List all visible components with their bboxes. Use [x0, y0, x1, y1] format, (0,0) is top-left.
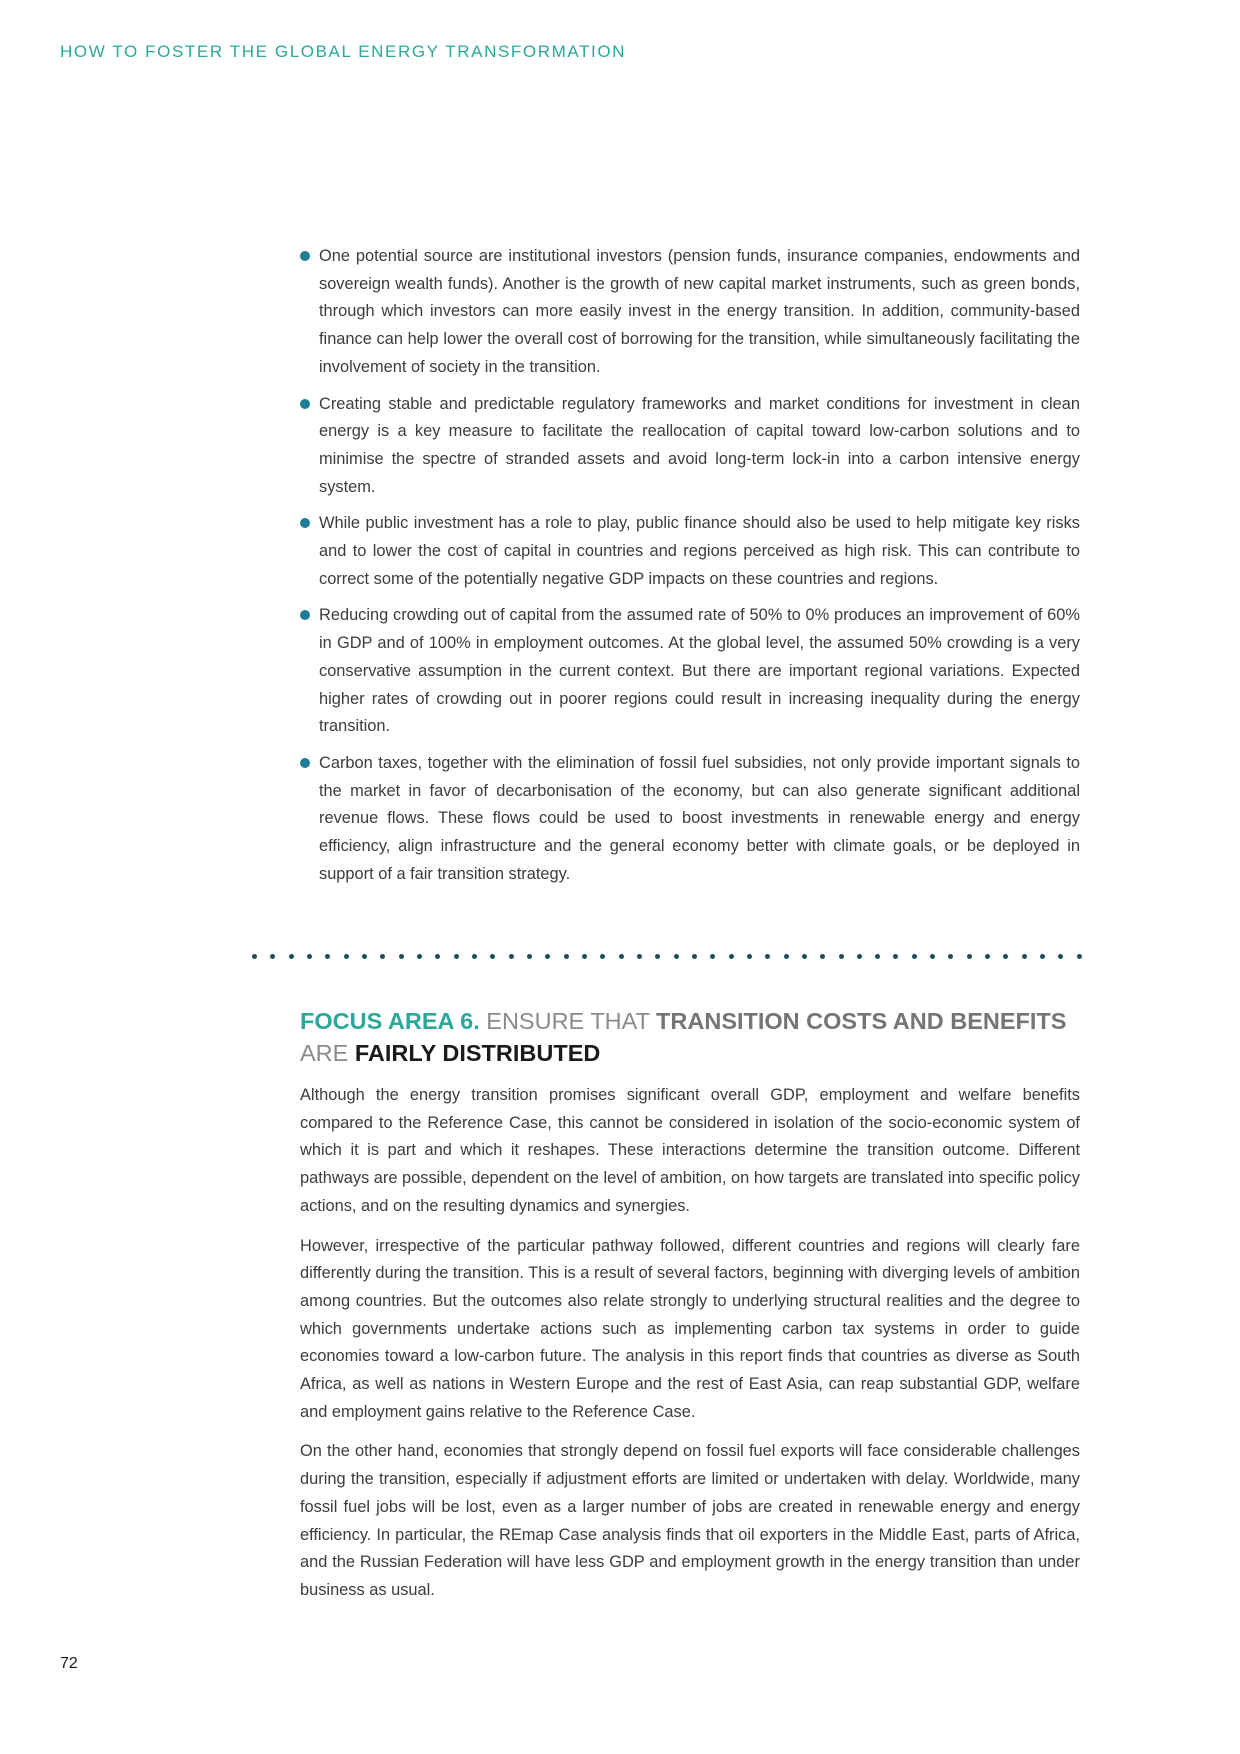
bullet-dot-icon: [300, 399, 310, 409]
focus-area-heading-emphasis: TRANSITION COSTS AND BENEFITS: [656, 1008, 1067, 1034]
focus-area-heading-part: ARE: [300, 1040, 349, 1066]
bullet-text: One potential source are institutional investors (pension funds, insurance companies, endowments and sovereign wealth funds). Another is the growth of new capital market instruments, such as green bonds, through which investors can more easily invest in the energy transition. In addition, community-based finance can help lower the overall cost of borrowing for the transition, while simultaneously facilitating the involvement of society in the transition.: [319, 247, 1080, 376]
bullet-text: Creating stable and predictable regulatory frameworks and market conditions for investment in clean energy is a key measure to facilitate the reallocation of capital toward low-carbon solutions and to minimise the spectre of stranded assets and avoid long-term lock-in into a carbon intensive energy system.: [319, 394, 1080, 496]
bullet-text: Carbon taxes, together with the elimination of fossil fuel subsidies, not only provide important signals to the market in favor of decarbonisation of the economy, but can also generate significant additional revenue flows. These flows could be used to boost investments in renewable energy and energy efficiency, align infrastructure and the general economy better with climate goals, or be deployed in support of a fair transition strategy.: [319, 753, 1080, 883]
bullet-text: While public investment has a role to play, public finance should also be used to help mitigate key risks and to lower the cost of capital in countries and regions perceived as high risk. This can contribute to correct some of the potentially negative GDP impacts on these countries and regions.: [319, 514, 1080, 588]
bullet-item: [300, 750, 1080, 889]
dotted-separator: [252, 954, 1082, 959]
bullet-item: [300, 510, 1080, 593]
bullet-item: [300, 391, 1080, 502]
focus-area-body: [300, 1082, 1080, 1617]
bullet-list: [300, 243, 1080, 897]
running-header: HOW TO FOSTER THE GLOBAL ENERGY TRANSFORMATION: [60, 42, 627, 61]
bullet-dot-icon: [300, 758, 310, 768]
bullet-dot-icon: [300, 251, 310, 261]
body-paragraph: On the other hand, economies that strongly depend on fossil fuel exports will face considerable challenges during the transition, especially if adjustment efforts are limited or undertaken with delay. Worldwide, many fossil fuel jobs will be lost, even as a larger number of jobs are created in renewable energy and energy efficiency. In particular, the REmap Case analysis finds that oil exporters in the Middle East, parts of Africa, and the Russian Federation will have less GDP and employment growth in the energy transition than under business as usual.: [300, 1442, 1080, 1599]
focus-area-label: FOCUS AREA 6.: [300, 1008, 480, 1034]
focus-area-heading-emphasis: FAIRLY DISTRIBUTED: [354, 1040, 601, 1066]
focus-area-heading: [300, 1005, 1090, 1069]
bullet-dot-icon: [300, 518, 310, 528]
bullet-item: [300, 243, 1080, 382]
page-number: 72: [60, 1655, 78, 1672]
bullet-dot-icon: [300, 610, 310, 620]
focus-area-heading-part: ENSURE THAT: [486, 1008, 650, 1034]
body-paragraph: Although the energy transition promises significant overall GDP, employment and welfare benefits compared to the Reference Case, this cannot be considered in isolation of the socio-economic system of which it is part and which it reshapes. These interactions determine the transition outcome. Different pathways are possible, dependent on the level of ambition, on how targets are translated into specific policy actions, and on the resulting dynamics and synergies.: [300, 1086, 1080, 1215]
bullet-text: Reducing crowding out of capital from the assumed rate of 50% to 0% produces an improvement of 60% in GDP and of 100% in employment outcomes. At the global level, the assumed 50% crowding is a very conservative assumption in the current context. But there are important regional variations. Expected higher rates of crowding out in poorer regions could result in increasing inequality during the energy transition.: [319, 606, 1080, 736]
bullet-item: [300, 602, 1080, 741]
body-paragraph: However, irrespective of the particular pathway followed, different countries and regions will clearly fare differently during the transition. This is a result of several factors, beginning with diverging levels of ambition among countries. But the outcomes also relate strongly to underlying structural realities and the degree to which governments undertake actions such as implementing carbon tax systems in order to guide economies toward a low-carbon future. The analysis in this report finds that countries as diverse as South Africa, as well as nations in Western Europe and the rest of East Asia, can reap substantial GDP, welfare and employment gains relative to the Reference Case.: [300, 1236, 1080, 1421]
